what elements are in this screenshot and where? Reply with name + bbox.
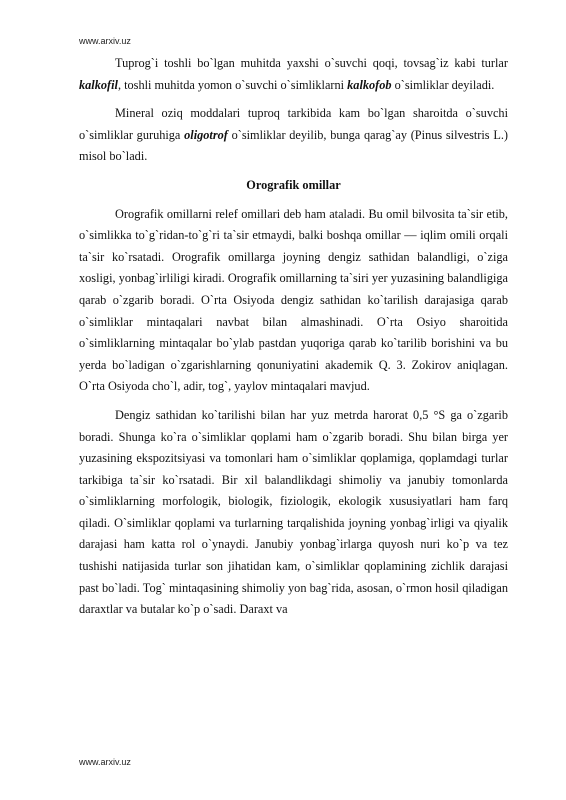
paragraph-text: Mineral oziq moddalari tuproq tarkibida kam bo`lgan sharoitda o`suvchi o`simliklar guruhiga bbox=[79, 106, 508, 142]
paragraph-orographic-factors: Orografik omillarni relef omillari deb ham ataladi. Bu omil bilvosita ta`sir etib, o`simlikka to`g`ridan-to`g`ri ta`sir etmaydi, balki boshqa omillar — iqlim omili orqali ta`sir ko`rsatadi. Orografik omillarga joyning dengiz sathidan balandligi, o`ziga xosligi, yonbag`irliligi kiradi. Orografik omillarning ta`siri yer yuzasining balandligiga qarab o`zgarib boradi. O`rta Osiyoda dengiz sathidan ko`tarilish darajasiga qarab o`simliklar mintaqalari navbat bilan almashinadi. O`rta Osiyo sharoitida o`simliklarning mintaqalar bo`ylab pastdan yuqoriga qarab ko`tarilib borishini va bu yerda bo`ladigan o`zgarishlarning qonuniyatini akademik Q. 3. Zokirov aniqlagan. O`rta Osiyoda cho`l, adir, tog`, yaylov mintaqalari mavjud. bbox=[79, 206, 508, 394]
paragraph-text: o`simliklar deyilib, bunga qarag`ay (Pinus silvestris L.) misol bo`ladi. bbox=[79, 127, 508, 164]
section-heading: Orografik omillar bbox=[246, 177, 341, 192]
term-kalkofob: kalkofob bbox=[347, 77, 392, 92]
paragraph-calcophile bbox=[79, 53, 508, 96]
paragraph-text: , toshli muhitda yomon o`suvchi o`simliklarni bbox=[117, 77, 348, 92]
term-oligotrof: oligotrof bbox=[184, 127, 228, 142]
paragraph-text: Tuprog`i toshli bo`lgan muhitda yaxshi o`suvchi qoqi, tovsag`iz kabi turlar bbox=[115, 56, 508, 70]
paragraph-altitude-effects: Dengiz sathidan ko`tarilishi bilan har yuz metrda harorat 0,5 °S ga o`zgarib boradi. Shunga ko`ra o`simliklar qoplami ham o`zgarib boradi. Shu bilan birga yer yuzasining ekspozitsiyasi va tomonlari ham o`simliklar qoplamiga, qoplamdagi turlar tarkibiga ta`sir ko`rsatadi. Bir xil balandlikdagi shimoliy va janubiy tomonlarda o`simliklarning morfologik, biologik, fiziologik, ekologik xususiyatlari ham farq qiladi. O`simliklar qoplami va turlarning tarqalishida joyning yonbag`irligi va qiyalik darajasi ham katta rol o`ynaydi. Janubiy yonbag`irlarga quyosh nuri ko`p va tez tushishi natijasida turlar son jihatidan kam, o`simliklar qoplamining zichlik darajasi past bo`ladi. Tog` mintaqasining shimoliy yon bag`rida, asosan, o`rmon hosil qiladigan daraxtlar va butalar ko`p o`sadi. Daraxt va bbox=[79, 407, 508, 617]
header-site-link[interactable]: www.arxiv.uz bbox=[79, 36, 131, 46]
paragraph-text: o`simliklar deyiladi. bbox=[391, 77, 495, 92]
paragraph-oligotroph bbox=[79, 103, 508, 168]
document-body bbox=[79, 53, 508, 628]
term-kalkofil: kalkofil bbox=[79, 77, 118, 92]
footer-site-link[interactable]: www.arxiv.uz bbox=[79, 757, 131, 767]
